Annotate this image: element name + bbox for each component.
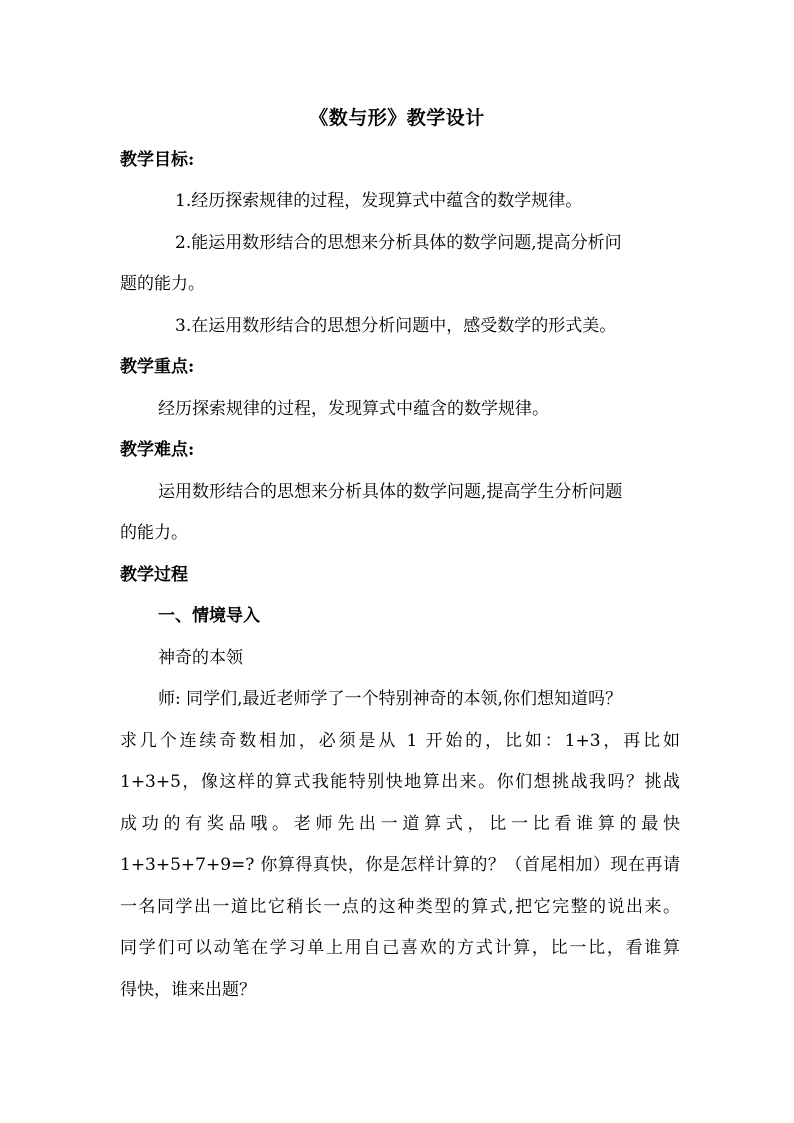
difficulties-line-2: 的能力。 <box>120 523 188 543</box>
objective-3: 3.在运用数形结合的思想分析问题中，感受数学的形式美。 <box>175 316 617 336</box>
difficulties-line-1: 运用数形结合的思想来分析具体的数学问题,提高学生分析问题 <box>158 482 623 502</box>
difficulties-heading: 教学难点: <box>120 440 195 460</box>
objective-1: 1.经历探索规律的过程，发现算式中蕴含的数学规律。 <box>175 191 583 211</box>
paragraph-line: 1+3+5+7+9=? 你算得真快，你是怎样计算的？（首尾相加）现在再请 <box>120 855 680 875</box>
paragraph-line: 1+3+5，像这样的算式我能特别快地算出来。你们想挑战我吗？挑战 <box>120 772 680 792</box>
section-1-heading: 一、情境导入 <box>158 606 260 626</box>
objective-2-line-1: 2.能运用数形结合的思想来分析具体的数学问题,提高分析问 <box>175 233 622 253</box>
paragraph-line: 同学们可以动笔在学习单上用自己喜欢的方式计算，比一比，看谁算 <box>120 938 680 958</box>
key-points-heading: 教学重点: <box>120 357 195 377</box>
key-points-text: 经历探索规律的过程，发现算式中蕴含的数学规律。 <box>158 399 549 419</box>
document-title: 《数与形》教学设计 <box>309 107 485 129</box>
paragraph-line: 师: 同学们,最近老师学了一个特别神奇的本领,你们想知道吗？ <box>158 689 622 709</box>
process-heading: 教学过程 <box>120 565 188 585</box>
paragraph-line: 成功的有奖品哦。老师先出一道算式，比一比看谁算的最快 <box>120 814 680 834</box>
section-1-subtitle: 神奇的本领 <box>158 648 243 668</box>
objective-2-line-2: 题的能力。 <box>120 274 205 294</box>
paragraph-line: 求几个连续奇数相加，必须是从 1 开始的，比如：1+3，再比如 <box>120 731 680 751</box>
paragraph-line: 得快，谁来出题？ <box>120 980 256 1000</box>
paragraph-line: 一名同学出一道比它稍长一点的这种类型的算式,把它完整的说出来。 <box>120 897 680 917</box>
objectives-heading: 教学目标: <box>120 150 195 170</box>
